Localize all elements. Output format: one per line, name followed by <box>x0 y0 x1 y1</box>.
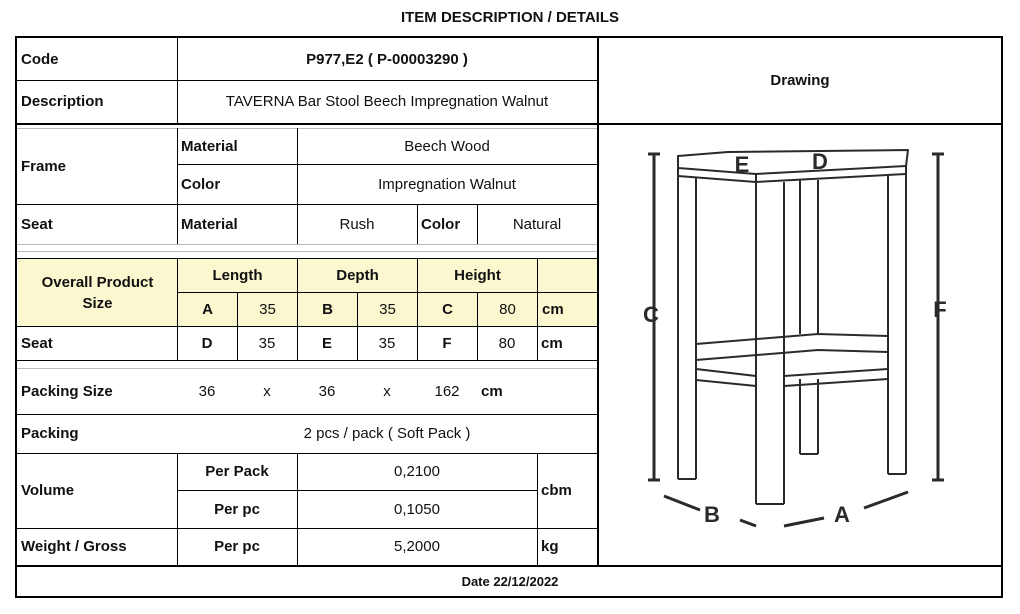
frame-label: Frame <box>21 157 67 175</box>
frame-material-label: Material <box>181 137 238 155</box>
height-header: Height <box>418 259 537 292</box>
volume-unit: cbm <box>541 482 572 499</box>
seat-label: Seat <box>21 215 53 233</box>
dim-f-label: F <box>442 334 452 352</box>
overall-unit: cm <box>538 293 597 326</box>
depth-header: Depth <box>298 259 417 292</box>
packing-size-unit: cm <box>481 382 503 400</box>
seat-material-label: Material <box>181 215 238 233</box>
dim-e-value: 35 <box>378 334 396 352</box>
packing-times-1: x <box>263 382 271 400</box>
footer-date: Date 22/12/2022 <box>461 574 559 589</box>
seat-color-value: Natural <box>512 215 562 233</box>
weight-label: Weight / Gross <box>21 538 127 555</box>
label-a: A <box>834 502 850 527</box>
stool-drawing <box>596 124 1002 564</box>
code-label: Code <box>21 50 59 68</box>
unit-header-blank <box>538 259 597 292</box>
dim-c-value: 80 <box>478 293 537 326</box>
packing-size-label: Packing Size <box>21 382 113 400</box>
frame-color-label: Color <box>181 175 221 193</box>
packing-value: 2 pcs / pack ( Soft Pack ) <box>303 425 471 442</box>
volume-per-pc-label: Per pc <box>214 500 260 518</box>
per-pack-value: 0,2100 <box>394 463 440 480</box>
seat-material-value: Rush <box>339 215 375 233</box>
label-f: F <box>933 297 947 322</box>
seat-color-label: Color <box>421 215 461 233</box>
code-value: P977,E2 ( P-00003290 ) <box>306 50 468 68</box>
dim-c-label: C <box>418 293 477 326</box>
dim-d-label: D <box>201 334 213 352</box>
dim-a-value: 35 <box>238 293 297 326</box>
packing-times-2: x <box>383 382 391 400</box>
packing-depth: 36 <box>318 382 336 400</box>
description-value: TAVERNA Bar Stool Beech Impregnation Walnut <box>225 93 549 110</box>
dim-d-value: 35 <box>258 334 276 352</box>
dim-f-value: 80 <box>498 334 516 352</box>
dim-b-label: B <box>298 293 357 326</box>
weight-value: 5,2000 <box>394 538 440 555</box>
dim-e-label: E <box>321 334 332 352</box>
label-e: E <box>734 152 750 177</box>
seat-size-unit: cm <box>541 334 563 352</box>
packing-height: 162 <box>434 382 460 400</box>
frame-color-value: Impregnation Walnut <box>378 175 516 193</box>
dim-b-value: 35 <box>358 293 417 326</box>
frame-material-value: Beech Wood <box>404 137 490 155</box>
label-b: B <box>704 502 720 527</box>
seat-size-label: Seat <box>21 334 53 352</box>
packing-width: 36 <box>198 382 216 400</box>
volume-per-pc-value: 0,1050 <box>394 500 440 518</box>
per-pack-label: Per Pack <box>205 463 269 480</box>
label-c: C <box>643 302 659 327</box>
description-label: Description <box>21 93 104 110</box>
length-header: Length <box>178 259 297 292</box>
drawing-label: Drawing <box>770 72 830 89</box>
dim-a-label: A <box>178 293 237 326</box>
weight-per-pc-label: Per pc <box>214 538 260 555</box>
overall-size-label: Overall Product Size <box>18 259 177 326</box>
packing-label: Packing <box>21 425 79 442</box>
page-title: ITEM DESCRIPTION / DETAILS <box>400 9 620 26</box>
volume-label: Volume <box>21 482 75 499</box>
weight-unit: kg <box>541 538 559 555</box>
label-d: D <box>812 149 828 174</box>
